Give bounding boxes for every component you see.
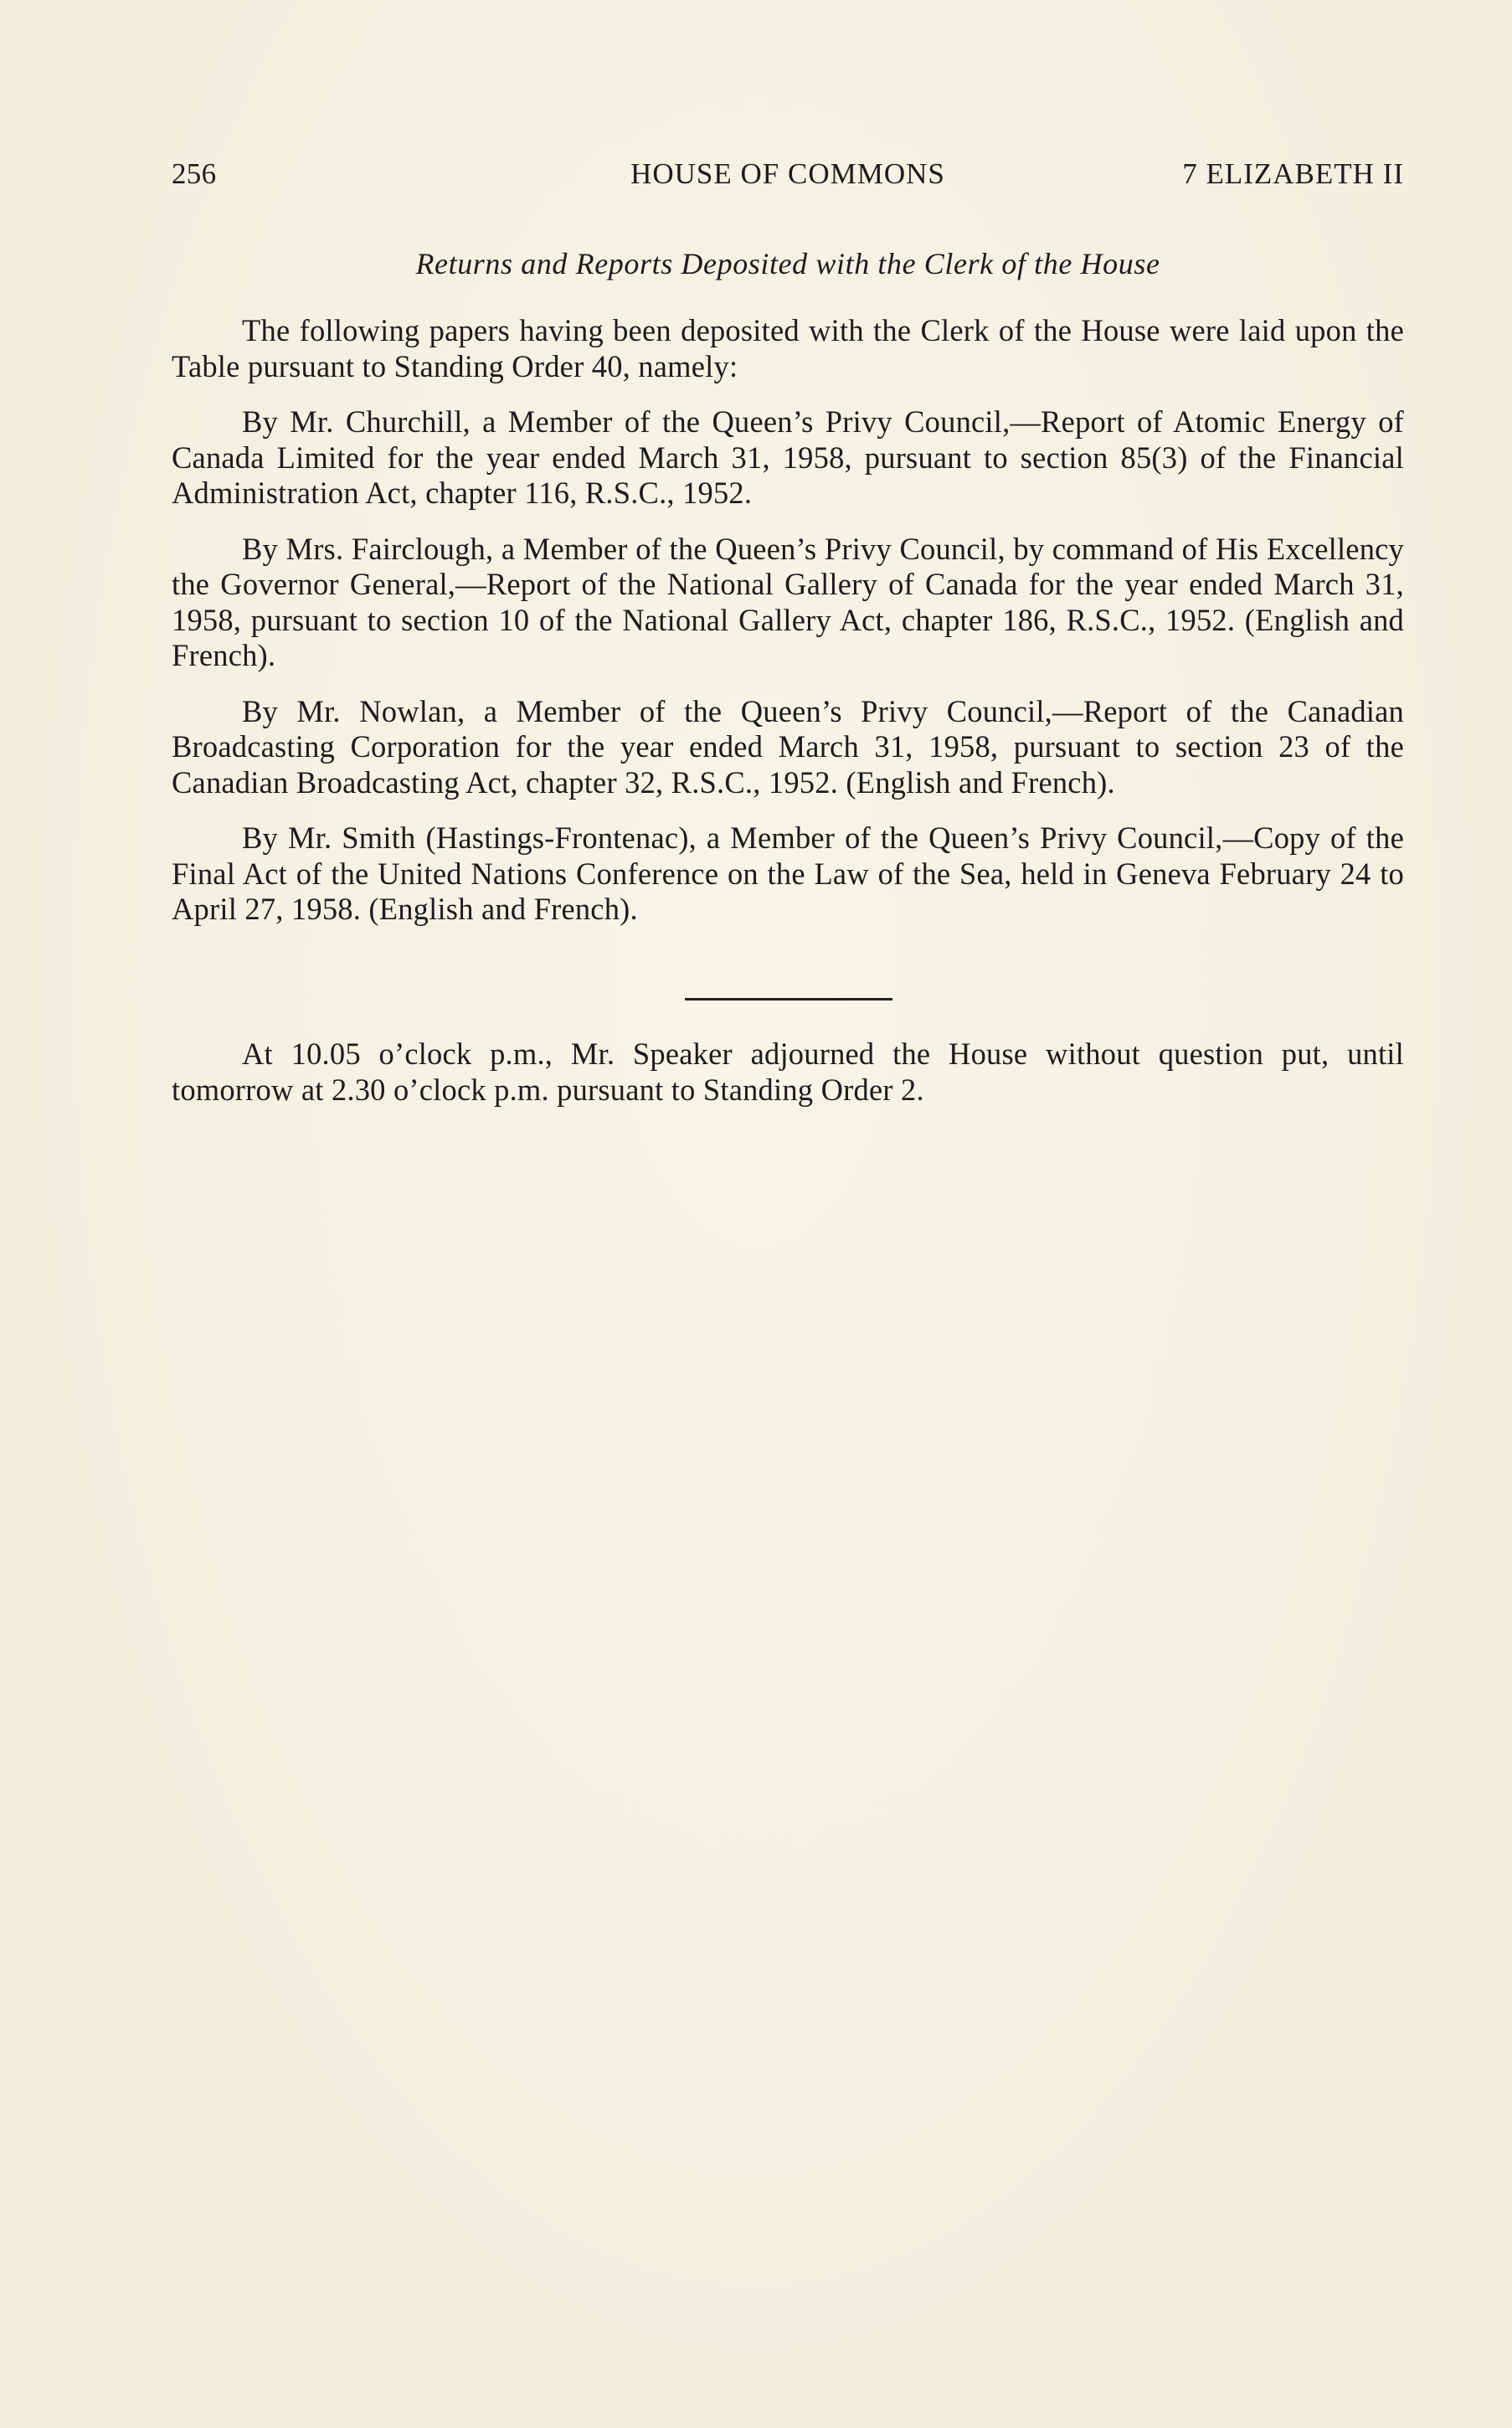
paragraph-churchill: By Mr. Churchill, a Member of the Queen’s Privy Council,—Report of Atomic Energy of Canada Limited for the year ended March 31, 1958, pursuant to section 85(3) of the Financial Administration Act, chapter 116, R.S.C., 1952.	[172, 404, 1404, 510]
page-header	[172, 153, 1404, 195]
body-text	[172, 313, 1404, 948]
running-title: HOUSE OF COMMONS	[630, 157, 945, 190]
section-title: Returns and Reports Deposited with the Clerk of the House	[415, 247, 1160, 280]
paragraph-fairclough: By Mrs. Fairclough, a Member of the Queen’s Privy Council, by command of His Excellency the Governor General,—Report of the National Gallery of Canada for the year ended March 31, 1958, pursuant to section 10 of the National Gallery Act, chapter 186, R.S.C., 1952. (English and French).	[172, 531, 1404, 672]
paragraph-adjournment: At 10.05 o’clock p.m., Mr. Speaker adjourned the House without question put, until tomorrow at 2.30 o’clock p.m. pursuant to Standing Order 2.	[172, 1037, 1404, 1107]
page-number: 256	[172, 157, 217, 190]
section-divider	[685, 998, 892, 1001]
closing-text	[172, 1037, 1404, 1108]
paragraph-intro: The following papers having been deposited with the Clerk of the House were laid upon the Table pursuant to Standing Order 40, namely:	[172, 313, 1404, 383]
paragraph-nowlan: By Mr. Nowlan, a Member of the Queen’s Privy Council,—Report of the Canadian Broadcasting Corporation for the year ended March 31, 1958, pursuant to section 23 of the Canadian Broadcasting Act, chapter 32, R.S.C., 1952. (English and French).	[172, 693, 1404, 800]
paragraph-smith: By Mr. Smith (Hastings-Frontenac), a Member of the Queen’s Privy Council,—Copy of the Final Act of the United Nations Conference on the Law of the Sea, held in Geneva February 24 to April 27, 1958. (English and French).	[172, 820, 1404, 926]
regnal-year: 7 ELIZABETH II	[1182, 157, 1404, 190]
